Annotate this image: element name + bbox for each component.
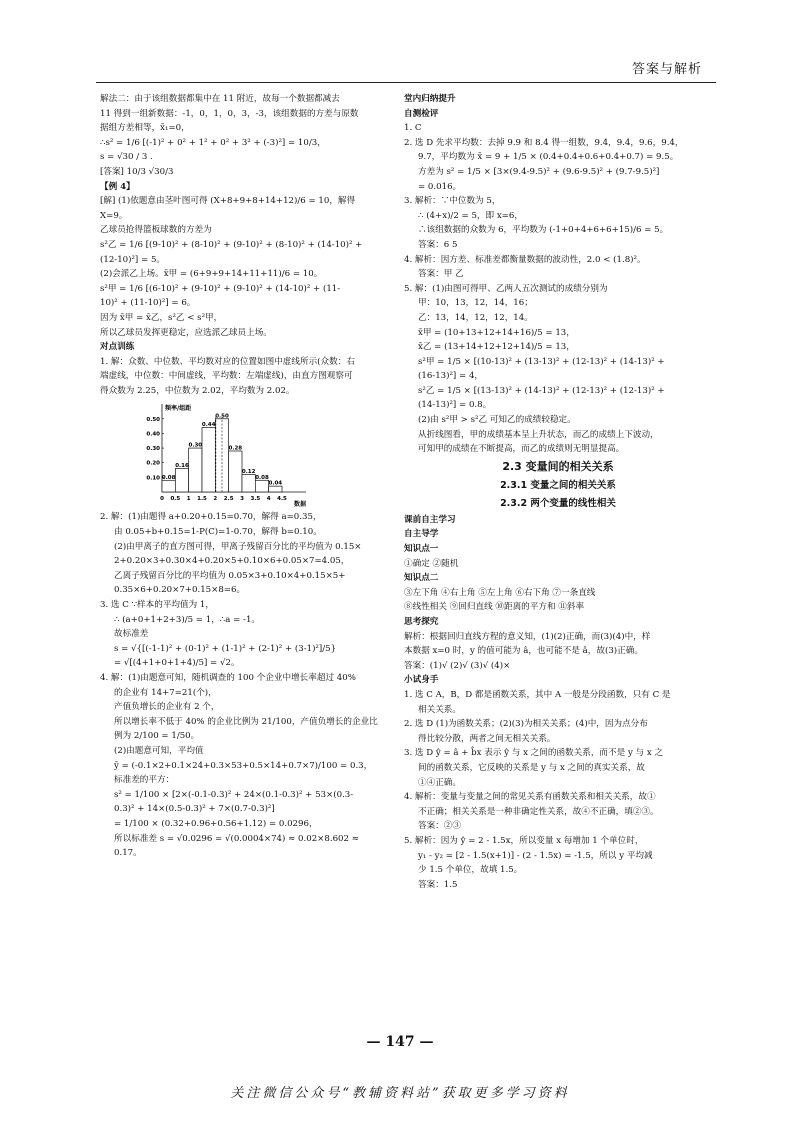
text-line: (2)由题意可知，平均值 — [114, 745, 204, 756]
text-line: 4. 解析：变量与变量之间的常见关系有函数关系和相关关系，故① — [404, 792, 656, 803]
text-line: 得比较分散，两者之间无相关关系。 — [418, 733, 556, 744]
section-heading: 2.3 变量间的相关关系 — [502, 459, 614, 473]
x-tick-label: 3.5 — [250, 496, 261, 503]
text-line: ∴ (4+x)/2 = 5，即 x=6， — [418, 210, 523, 221]
text-line: 乙：13，14，12，12，14。 — [418, 312, 533, 323]
text-line: 2. 解：(1)由题得 a+0.20+0.15=0.70，解得 a=0.35， — [100, 512, 322, 523]
text-line: 所以乙球员发挥更稳定，应选派乙球员上场。 — [100, 327, 272, 338]
text-line: 1. 解：众数、中位数、平均数对应的位置如图中虚线所示(众数：右 — [100, 356, 355, 367]
text-line: 1. 选 C A，B，D 都是函数关系，其中 A 一般是分段函数，只有 C 是 — [404, 689, 671, 700]
x-tick-label: 1.5 — [197, 496, 207, 503]
subsection-heading: 2.3.1 变量之间的相关关系 — [500, 479, 616, 491]
bar-value-label: 0.04 — [268, 481, 283, 488]
text-line: ①④正确。 — [418, 777, 461, 788]
text-line: x̄乙 = (13+14+12+12+14)/5 = 13， — [418, 342, 575, 353]
text-line: = 0.016。 — [418, 181, 462, 192]
text-line: 3. 选 D ŷ = â + b̂x 表示 ŷ 与 x 之间的函数关系，而不是 y 与 x 之 — [404, 748, 664, 759]
x-tick-label: 4.5 — [277, 496, 287, 503]
text-line: [答案] 10/3 √30/3 — [100, 166, 174, 177]
text-line: s²乙 = 1/5 × [(13-13)² + (14-13)² + (12-13)² + (12-13)² + — [418, 385, 665, 396]
text-line: 据组方差相等，x̄₁=0， — [100, 123, 190, 134]
text-line: ⑧线性相关 ⑨回归直线 ⑩距离的平方和 ⑪斜率 — [404, 602, 585, 613]
bar-value-label: 0.12 — [241, 469, 256, 476]
bar-value-label: 0.16 — [175, 463, 189, 470]
text-line: 2+0.20×3+0.30×4+0.20×5+0.10×6+0.05×7=4.05， — [114, 556, 350, 567]
x-tick-label: 2.5 — [223, 496, 234, 503]
y-tick-label: 0.10 — [146, 475, 160, 482]
histogram-bar — [202, 428, 215, 492]
text-line: 不正确；相关关系是一种非确定性关系，故④不正确，填②③。 — [418, 806, 659, 817]
text-line: y₁ - y₂ = [2 - 1.5(x+1)] - (2 - 1.5x) = -1.5，所以 y 平均减 — [418, 850, 653, 861]
text-line: 解析：根据回归直线方程的意义知，(1)(2)正确，而(3)(4)中，样 — [404, 631, 651, 642]
text-line: 所以标准差 s = √0.0296 = √(0.0004×74) ≈ 0.02×8.602 ≈ — [114, 833, 359, 844]
text-line: 5. 解：(1)由图可得甲、乙两人五次测试的成绩分别为 — [404, 283, 608, 294]
x-tick-label: 0.5 — [170, 496, 181, 503]
text-line: 答案：②③ — [418, 821, 461, 832]
heading-line: 自主导学 — [404, 529, 439, 540]
histogram-bar — [269, 487, 282, 493]
text-line: ∴该组数据的众数为 6，平均数为 (-1+0+4+6+6+15)/6 = 5。 — [418, 225, 669, 236]
text-line: ③左下角 ④右上角 ⑤左上角 ⑥右下角 ⑦一条直线 — [404, 587, 596, 598]
text-line: = 1/100 × (0.32+0.96+0.56+1.12) = 0.0296， — [114, 818, 318, 829]
histogram-bar — [189, 449, 202, 493]
text-line: s = √30 / 3 . — [100, 152, 153, 163]
text-line: 本数据 x=0 时，y 的值可能为 â，也可能不是 â，故(3)正确。 — [404, 646, 643, 657]
text-line: 从折线图看，甲的成绩基本呈上升状态，而乙的成绩上下波动， — [418, 429, 659, 440]
text-line: ȳ = (-0.1×2+0.1×24+0.3×53+0.5×14+0.7×7)/100 = 0.3， — [114, 760, 373, 771]
text-line: 0.35×6+0.20×7+0.15×8=6。 — [114, 585, 246, 596]
text-line: (2)由甲离子的直方图可得，甲离子残留百分比的平均值为 0.15× — [114, 541, 362, 552]
text-line: 乙球员抢得篮板球数的方差为 — [100, 225, 212, 236]
histogram-chart — [140, 400, 315, 508]
text-line: 标准差的平方： — [114, 775, 175, 786]
text-line: 1. C — [404, 123, 422, 134]
histogram-bar — [175, 469, 188, 492]
x-tick-label: 1 — [186, 496, 191, 503]
x-tick-label: 4 — [266, 496, 271, 503]
text-line: s²甲 = 1/5 × [(10-13)² + (13-13)² + (12-13)² + (14-13)² + — [418, 356, 665, 367]
heading-line: 小试身手 — [404, 675, 439, 686]
text-line: 故标准差 — [114, 629, 149, 640]
text-line: 11 得到一组新数据：-1，0，1，0，3，-3，该组数据的方差与原数 — [100, 108, 359, 119]
header-title: 答案与解析 — [631, 62, 702, 77]
page-number: — 147 — — [366, 1034, 434, 1050]
text-line: 少 1.5 个单位，故填 1.5。 — [418, 865, 523, 876]
heading-line: 【例 4】 — [100, 181, 135, 192]
heading-line: 堂内归纳提升 — [404, 94, 456, 104]
text-line: 4. 解：(1)由题意可知，随机调查的 100 个企业中增长率超过 40% — [100, 673, 356, 683]
text-line: ∴s² = 1/6 [(-1)² + 0² + 1² + 0² + 3² + (-3)²] = 10/3， — [100, 137, 326, 148]
x-tick-label: 2 — [213, 496, 218, 503]
text-line: s²甲 = 1/6 [(6-10)² + (9-10)² + (9-10)² + (14-10)² + (11- — [100, 283, 341, 294]
text-line: 由 0.05+b+0.15=1-P(C)=1-0.70，解得 b=0.10。 — [114, 527, 322, 538]
text-line: 端虚线，中位数：中间虚线，平均数：左端虚线)，由直方图观察可 — [100, 371, 353, 382]
text-line: 方差为 s² = 1/5 × [3×(9.4-9.5)² + (9.6-9.5)² + (9.7-9.5)²] — [418, 166, 660, 177]
histogram-bar — [242, 475, 255, 493]
text-line: 10)² + (11-10)²] = 6。 — [100, 298, 196, 309]
text-line: = √[(4+1+0+1+4)/5] = √2。 — [114, 658, 240, 669]
y-axis-label: 频率/组距 — [165, 405, 192, 413]
histogram-bar — [229, 451, 242, 492]
heading-line: 知识点二 — [404, 573, 439, 584]
heading-line: 知识点一 — [404, 544, 439, 555]
text-line: 5. 解析：因为 ŷ = 2 - 1.5x，所以变量 x 每增加 1 个单位时， — [404, 835, 644, 846]
text-line: 答案：甲 乙 — [418, 269, 464, 280]
y-tick-label: 0.50 — [146, 417, 160, 424]
text-line: 甲：10，13，12，14，16； — [418, 298, 533, 309]
text-line: 3. 解析：∵中位数为 5， — [404, 196, 501, 207]
text-line: 例为 2/100 = 1/50。 — [114, 731, 200, 742]
text-line: 相关关系。 — [418, 704, 461, 715]
bar-value-label: 0.08 — [255, 475, 269, 482]
heading-line: 自测检评 — [404, 108, 439, 119]
x-tick-label: 0 — [160, 496, 164, 503]
text-line: (2)会派乙上场。x̄甲 = (6+9+9+14+11+11)/6 = 10。 — [100, 269, 323, 280]
text-line: s² = 1/100 × [2×(-0.1-0.3)² + 24×(0.1-0.3)² + 53×(0.3- — [114, 789, 354, 800]
y-tick-label: 0.40 — [146, 431, 160, 438]
text-line: 4. 解析：因方差、标准差都衡量数据的波动性，2.0 < (1.8)²。 — [404, 254, 646, 265]
text-line: 的企业有 14+7=21(个)， — [114, 687, 217, 698]
histogram-figure — [140, 400, 315, 508]
text-line: 9.7，平均数为 x̄ = 9 + 1/5 × (0.4+0.4+0.6+0.4+0.7) = 9.5。 — [418, 152, 679, 163]
text-line: s = √{[(-1-1)² + (0-1)² + (1-1)² + (2-1)² + (3-1)²]/5} — [114, 643, 337, 654]
text-line: s²乙 = 1/6 [(9-10)² + (8-10)² + (9-10)² + (8-10)² + (14-10)² + — [100, 239, 363, 250]
bar-value-label: 0.30 — [188, 443, 203, 450]
x-tick-label: 3 — [240, 496, 244, 503]
header-rule — [96, 82, 716, 83]
x-axis-label: 数据 — [293, 501, 307, 509]
heading-line: 课前自主学习 — [404, 514, 456, 525]
text-line: 答案：(1)√ (2)√ (3)√ (4)× — [404, 660, 511, 671]
text-line: (16-13)²] = 4， — [418, 371, 484, 382]
text-line: X=9。 — [100, 210, 128, 221]
left-column — [100, 92, 400, 861]
text-line: 3. 选 C ∵样本的平均值为 1， — [100, 600, 214, 611]
text-line: 2. 选 D 先求平均数：去掉 9.9 和 8.4 得一组数，9.4，9.4，9.6，9.4， — [404, 137, 684, 148]
y-tick-label: 0.30 — [146, 446, 160, 453]
text-line: 2. 选 D (1)为函数关系；(2)(3)为相关关系；(4)中，因为点分布 — [404, 719, 648, 730]
text-line: 解法二：由于该组数据都集中在 11 附近，故每一个数据都减去 — [100, 94, 340, 104]
text-line: (14-13)²] = 0.8。 — [418, 400, 492, 411]
text-line: (2)由 s²甲 > s²乙 可知乙的成绩较稳定。 — [418, 415, 576, 426]
text-line: 乙离子残留百分比的平均值为 0.05×3+0.10×4+0.15×5+ — [114, 570, 346, 581]
heading-line: 对点训练 — [100, 342, 135, 353]
text-line: 间的函数关系，它反映的关系是 y 与 x 之间的真实关系，故 — [418, 762, 645, 773]
text-line: 答案：6 5 — [418, 239, 458, 250]
bar-value-label: 0.28 — [228, 445, 243, 452]
text-line: 产值负增长的企业有 2 个， — [114, 702, 220, 713]
y-tick-label: 0.20 — [146, 461, 160, 468]
bar-value-label: 0.44 — [201, 422, 216, 429]
bar-value-label: 0.08 — [161, 475, 176, 482]
text-line: 得众数为 2.25，中位数为 2.02，平均数为 2.02。 — [100, 385, 295, 396]
text-line: 因为 x̄甲 = x̄乙，s²乙 < s²甲， — [100, 312, 223, 323]
text-line: [解] (1)依题意由茎叶图可得 (X+8+9+8+14+12)/6 = 10，解得 — [100, 196, 356, 207]
text-line: (12-10)²] = 5。 — [100, 254, 166, 265]
text-line: x̄甲 = (10+13+12+14+16)/5 = 13， — [418, 327, 575, 338]
text-line: ∴ (a+0+1+2+3)/5 = 1，∴a = -1。 — [114, 614, 261, 625]
text-line: ①确定 ②随机 — [404, 558, 459, 569]
text-line: 答案：1.5 — [418, 879, 458, 890]
subsection-heading: 2.3.2 两个变量的线性相关 — [500, 497, 616, 509]
footer-note: 关注微信公众号“教辅资料站”获取更多学习资料 — [230, 1086, 570, 1101]
text-line: 可知甲的成绩在不断提高，而乙的成绩则无明显提高。 — [418, 444, 625, 455]
histogram-bar — [255, 481, 268, 493]
right-column — [404, 92, 712, 892]
histogram-bar — [162, 481, 175, 493]
text-line: 0.3)² + 14×(0.5-0.3)² + 7×(0.7-0.3)²] — [114, 804, 275, 815]
heading-line: 思考探究 — [404, 617, 439, 627]
text-line: 所以增长率不低于 40% 的企业比例为 21/100，产值负增长的企业比 — [114, 716, 378, 727]
bar-value-label: 0.50 — [215, 413, 229, 420]
text-line: 0.17。 — [114, 848, 142, 859]
